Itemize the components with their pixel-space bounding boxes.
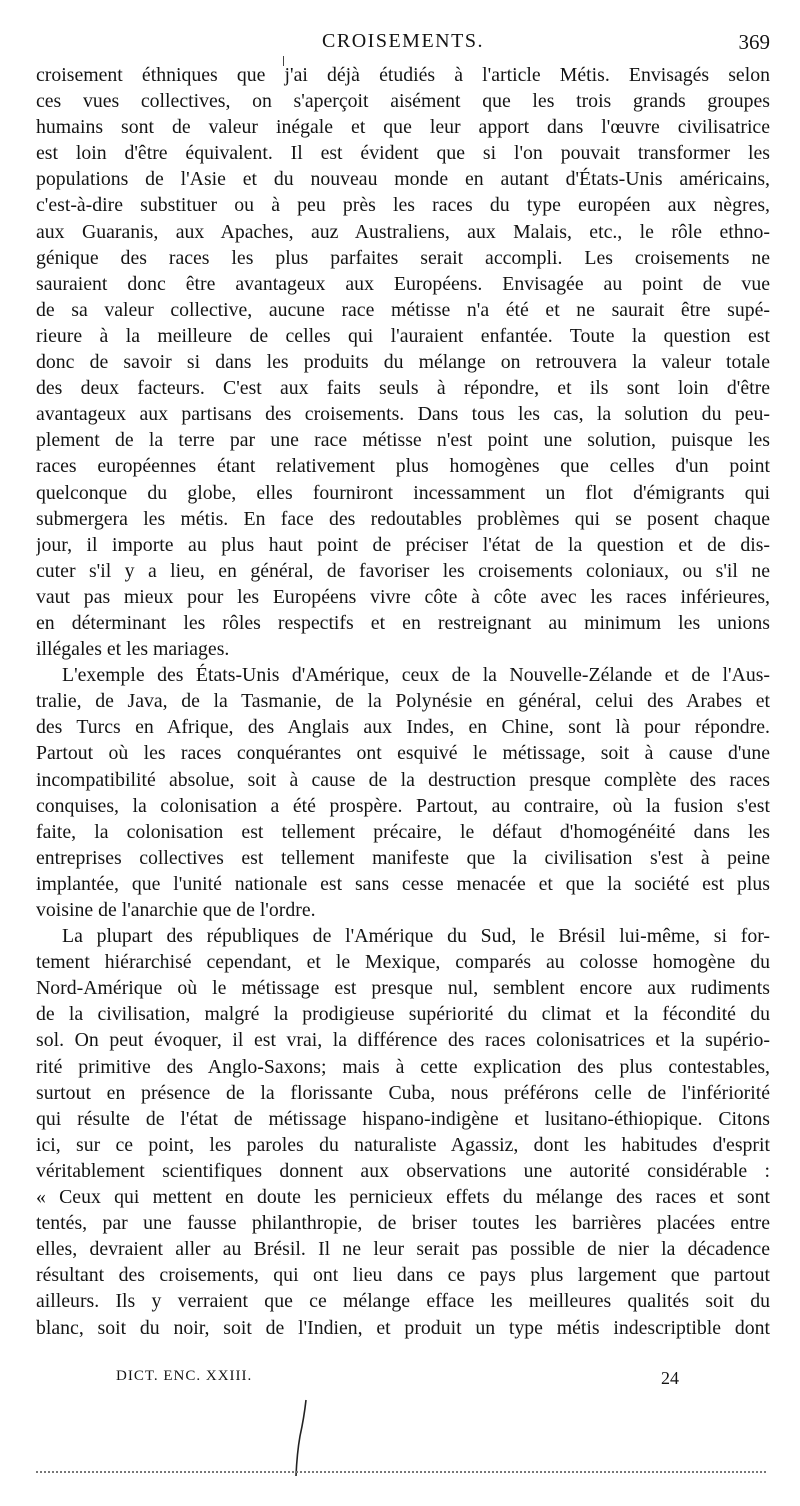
text-line: résultant des croisements, qui ont lieu dans ce pays plus largement que partout — [36, 1264, 770, 1287]
text-line: c'est-à-dire substituer ou à peu près les races du type européen aux nègres, — [36, 194, 770, 217]
text-line: Partout où les races conquérantes ont esquivé le métissage, soit à cause d'une — [36, 742, 770, 765]
text-line: ici, sur ce point, les paroles du naturaliste Agassiz, dont les habitudes d'esprit — [36, 1133, 770, 1156]
text-line: conquises, la colonisation a été prospère. Partout, au contraire, où la fusion s'est — [36, 794, 770, 817]
text-line: en déterminant les rôles respectifs et en restreignant au minimum les unions — [36, 611, 770, 634]
text-line: elles, devraient aller au Brésil. Il ne leur serait pas possible de nier la décadence — [36, 1238, 770, 1261]
text-line: génique des races les plus parfaites serait accompli. Les croisements ne — [36, 246, 770, 269]
text-line: de la civilisation, malgré la prodigieuse supériorité du climat et la fécondité du — [36, 1003, 770, 1026]
text-line: des Turcs en Afrique, des Anglais aux Indes, en Chine, sont là pour répondre. — [36, 716, 770, 739]
page-footer — [36, 1368, 770, 1398]
page-header — [36, 30, 770, 60]
text-line: tement hiérarchisé cependant, et le Mexique, comparés au colosse homogène du — [36, 951, 770, 974]
text-line: de sa valeur collective, aucune race métisse n'a été et ne saurait être supé- — [36, 298, 770, 321]
text-line: sol. On peut évoquer, il est vrai, la différence des races colonisatrices et la supério- — [36, 1029, 770, 1052]
text-line: implantée, que l'unité nationale est sans cesse menacée et que la société est plus — [36, 872, 770, 895]
text-line: plement de la terre par une race métisse n'est point une solution, puisque les — [36, 429, 770, 452]
text-line: ces vues collectives, on s'aperçoit aisément que les trois grands groupes — [36, 90, 770, 113]
text-line: sauraient donc être avantageux aux Européens. Envisagée au point de vue — [36, 272, 770, 295]
text-line: des deux facteurs. C'est aux faits seuls à répondre, et ils sont loin d'être — [36, 377, 770, 400]
text-line: jour, il importe au plus haut point de préciser l'état de la question et de dis- — [36, 533, 770, 556]
text-line: races européennes étant relativement plus homogènes que celles d'un point — [36, 455, 770, 478]
text-line: donc de savoir si dans les produits du mélange on retrouvera la valeur totale — [36, 351, 770, 374]
text-line: rieure à la meilleure de celles qui l'auraient enfantée. Toute la question est — [36, 324, 770, 347]
text-line: ailleurs. Ils y verraient que ce mélange efface les meilleures qualités soit du — [36, 1290, 770, 1313]
text-line: tralie, de Java, de la Tasmanie, de la Polynésie en général, celui des Arabes et — [36, 690, 770, 713]
signature-mark: DICT. ENC. XXIII. — [116, 1368, 253, 1384]
text-line: populations de l'Asie et du nouveau monde en autant d'États-Unis américains, — [36, 168, 770, 191]
text-line: véritablement scientifiques donnent aux observations une autorité considérable : — [36, 1159, 770, 1182]
text-line: illégales et les mariages. — [36, 638, 230, 661]
text-line: L'exemple des États-Unis d'Amérique, ceux de la Nouvelle-Zélande et de l'Aus- — [62, 664, 770, 687]
dotted-rule — [36, 1471, 766, 1473]
running-title: CROISEMENTS. — [322, 30, 484, 52]
text-line: quelconque du globe, elles fourniront incessamment un flot d'émigrants qui — [36, 481, 770, 504]
text-line: vaut pas mieux pour les Européens vivre côte à côte avec les races inférieures, — [36, 585, 770, 608]
text-line: humains sont de valeur inégale et que leur apport dans l'œuvre civilisatrice — [36, 116, 770, 139]
page-number: 369 — [738, 30, 770, 54]
text-line: faite, la colonisation est tellement précaire, le défaut d'homogénéité dans les — [36, 820, 770, 843]
text-line: incompatibilité absolue, soit à cause de la destruction presque complète des races — [36, 768, 770, 791]
text-line: croisement éthniques que j'ai déjà étudiés à l'article Métis. Envisagés selon — [36, 64, 770, 86]
text-line: avantageux aux partisans des croisements. Dans tous les cas, la solution du peu- — [36, 403, 770, 426]
text-line: La plupart des républiques de l'Amérique du Sud, le Brésil lui-même, si for- — [62, 925, 770, 948]
text-line: voisine de l'anarchie que de l'ordre. — [36, 899, 316, 921]
text-line: rité primitive des Anglo-Saxons; mais à cette explication des plus contestables, — [36, 1055, 770, 1078]
text-line: est loin d'être équivalent. Il est évident que si l'on pouvait transformer les — [36, 142, 770, 165]
text-line: aux Guaranis, aux Apaches, auz Australiens, aux Malais, etc., le rôle ethno- — [36, 220, 770, 243]
body-text — [36, 62, 770, 1341]
text-line: submergera les métis. En face des redoutables problèmes qui se posent chaque — [36, 507, 770, 530]
text-line: qui résulte de l'état de métissage hispano-indigène et lusitano-éthiopique. Citons — [36, 1107, 770, 1130]
pen-stroke-mark — [288, 1398, 328, 1478]
sheet-number: 24 — [661, 1368, 679, 1388]
text-line: cuter s'il y a lieu, en général, de favoriser les croisements coloniaux, ou s'il ne — [36, 559, 770, 582]
text-line: Nord-Amérique où le métissage est presque nul, semblent encore aux rudiments — [36, 977, 770, 1000]
text-line: entreprises collectives est tellement manifeste que la civilisation s'est à peine — [36, 846, 770, 869]
text-line: surtout en présence de la florissante Cuba, nous préférons celle de l'infériorité — [36, 1081, 770, 1104]
text-line: blanc, soit du noir, soit de l'Indien, et produit un type métis indescriptible dont — [36, 1316, 770, 1339]
text-line: tentés, par une fausse philanthropie, de briser toutes les barrières placées entre — [36, 1212, 770, 1235]
text-line: « Ceux qui mettent en doute les pernicieux effets du mélange des races et sont — [36, 1186, 770, 1209]
